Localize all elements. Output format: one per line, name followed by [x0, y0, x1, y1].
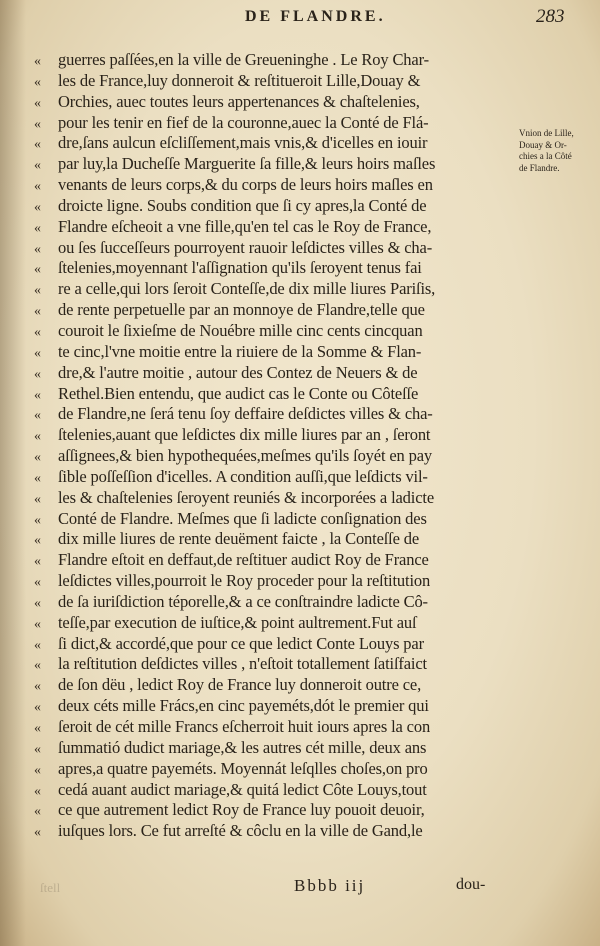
page-footer	[0, 876, 600, 906]
line-text: dre,& l'autre moitie , autour des Contez de Neuers & de	[58, 362, 418, 382]
page-header	[0, 4, 600, 38]
line-text: de Flandre,ne ſerá tenu ſoy deffaire deſdictes villes & cha-	[58, 404, 433, 424]
text-line	[34, 71, 518, 92]
quotation-mark: «	[34, 220, 41, 236]
line-text: Conté de Flandre. Meſmes que ſi ladicte conſignation des	[58, 508, 427, 528]
quotation-mark: «	[34, 429, 41, 445]
text-line	[34, 133, 518, 154]
line-text: dix mille liures de rente deuëment faicte , la Conteſſe de	[58, 529, 420, 549]
line-text: Flandre eſtoit en deffaut,de reſtituer audict Roy de France	[58, 550, 429, 570]
text-line	[34, 529, 518, 550]
line-text: te cinc,l'vne moitie entre la riuiere de la Somme & Flan-	[58, 341, 422, 361]
line-text: iuſques lors. Ce fut arreſté & côclu en la ville de Gand,le	[58, 821, 423, 841]
signature-mark: Bbbb iij	[294, 876, 366, 895]
quotation-mark: «	[34, 262, 41, 278]
text-line	[34, 446, 518, 467]
line-text: Flandre eſcheoit a vne fille,qu'en tel cas le Roy de France,	[58, 216, 432, 236]
quotation-mark: «	[34, 825, 41, 841]
text-line	[34, 363, 518, 384]
quotation-mark: «	[34, 470, 41, 486]
line-text: la reſtitution deſdictes villes , n'eſtoit totallement ſatiſfaict	[58, 654, 427, 674]
quotation-mark: «	[34, 241, 41, 257]
text-line	[34, 759, 518, 780]
text-line	[34, 696, 518, 717]
line-text: ſeroit de cét mille Francs eſcherroit huit iours apres la con	[58, 717, 431, 736]
quotation-mark: «	[34, 700, 41, 716]
body-text	[34, 50, 518, 842]
marginal-note-line: de Flandre.	[519, 162, 560, 173]
line-text: ſtelenies,moyennant l'aſſignation qu'ils ſeroyent tenus fai	[58, 258, 422, 278]
quotation-mark: «	[34, 741, 41, 757]
quotation-mark: «	[34, 533, 41, 549]
marginal-note-line: Vnion de Lille,	[519, 128, 574, 138]
quotation-mark: «	[34, 95, 41, 111]
line-text: aſſignees,& bien hypothequées,meſmes qu'ils ſoyét en pay	[58, 446, 432, 466]
catchword: dou-	[456, 876, 486, 893]
text-line	[34, 238, 518, 259]
gutter-shadow	[0, 0, 26, 946]
line-text: re a celle,qui lors ſeroit Conteſſe,de dix mille liures Pariſis,	[58, 279, 436, 299]
quotation-mark: «	[34, 637, 41, 653]
quotation-mark: «	[34, 54, 41, 69]
quotation-mark: «	[34, 679, 41, 695]
quotation-mark: «	[34, 658, 41, 674]
line-text: guerres paſſées,en la ville de Greueninghe . Le Roy Char-	[58, 50, 429, 69]
line-text: de ſa iuriſdiction téporelle,& a ce conſtraindre ladicte Cô-	[58, 591, 428, 611]
marginal-note-line: Douay & Or-	[519, 139, 567, 150]
text-line	[34, 404, 518, 425]
line-text: de rente perpetuelle par an monnoye de Flandre,telle que	[58, 300, 425, 320]
text-line	[34, 571, 518, 592]
text-line	[34, 550, 518, 571]
text-line	[34, 154, 518, 175]
quotation-mark: «	[34, 324, 41, 340]
line-text: ce que autrement ledict Roy de France luy pouoit deuoir,	[58, 800, 425, 820]
text-line	[34, 738, 518, 759]
line-text: couroit le ſixieſme de Nouébre mille cinc cents cincquan	[58, 320, 423, 340]
quotation-mark: «	[34, 554, 41, 570]
quotation-mark: «	[34, 804, 41, 820]
quotation-mark: «	[34, 616, 41, 632]
text-line	[34, 634, 518, 655]
line-text: Rethel.Bien entendu, que audict cas le Conte ou Côteſſe	[58, 383, 419, 403]
quotation-mark: «	[34, 345, 41, 361]
quotation-mark: «	[34, 512, 41, 528]
quotation-mark: «	[34, 721, 41, 736]
text-line	[34, 50, 518, 71]
text-line	[34, 384, 518, 405]
line-text: les & chaſtelenies ſeroyent reuniés & incorporées a ladicte	[58, 487, 434, 507]
line-text: ſummatió dudict mariage,& les autres cét mille, deux ans	[58, 737, 427, 757]
text-line	[34, 113, 518, 134]
text-line	[34, 342, 518, 363]
line-text: Orchies, auec toutes leurs appertenances & chaſtelenies,	[58, 91, 420, 111]
running-head: DE FLANDRE.	[245, 8, 386, 25]
line-text: teſſe,par execution de iuſtice,& point aultrement.Fut auſ	[58, 612, 417, 632]
text-line	[34, 467, 518, 488]
line-text: par luy,la Ducheſſe Marguerite ſa fille,& leurs hoirs maſles	[58, 154, 436, 174]
line-text: ſible poſſeſſion d'icelles. A condition auſſi,que leſdicts vil-	[58, 466, 428, 486]
line-text: ou ſes ſucceſſeurs pourroyent rauoir leſdictes villes & cha-	[58, 237, 433, 257]
quotation-mark: «	[34, 450, 41, 466]
quotation-mark: «	[34, 199, 41, 215]
line-text: les de France,luy donneroit & reſtitueroit Lille,Douay &	[58, 70, 421, 90]
line-text: droicte ligne. Soubs condition que ſi cy apres,la Conté de	[58, 195, 427, 215]
text-line	[34, 800, 518, 821]
quotation-mark: «	[34, 283, 41, 299]
text-line	[34, 675, 518, 696]
quotation-mark: «	[34, 304, 41, 320]
text-line	[34, 488, 518, 509]
text-line	[34, 509, 518, 530]
line-text: cedá auant audict mariage,& quitá ledict Côte Louys,tout	[58, 779, 427, 799]
text-line	[34, 613, 518, 634]
quotation-mark: «	[34, 575, 41, 591]
text-line	[34, 717, 518, 738]
text-line	[34, 780, 518, 801]
faded-bleedthrough-text: ſtell	[40, 880, 61, 895]
text-line	[34, 425, 518, 446]
quotation-mark: «	[34, 783, 41, 799]
quotation-mark: «	[34, 491, 41, 507]
text-line	[34, 279, 518, 300]
quotation-mark: «	[34, 158, 41, 174]
text-line	[34, 92, 518, 113]
text-line	[34, 592, 518, 613]
text-line	[34, 654, 518, 675]
quotation-mark: «	[34, 595, 41, 611]
quotation-mark: «	[34, 408, 41, 424]
quotation-mark: «	[34, 74, 41, 90]
text-line	[34, 321, 518, 342]
text-line	[34, 175, 518, 196]
marginal-note	[519, 128, 597, 174]
text-line	[34, 217, 518, 238]
quotation-mark: «	[34, 387, 41, 403]
line-text: venants de leurs corps,& du corps de leurs hoirs maſles en	[58, 175, 433, 195]
line-text: apres,a quatre payeméts. Moyennát leſqlles choſes,on pro	[58, 758, 428, 778]
quotation-mark: «	[34, 762, 41, 778]
text-line	[34, 821, 518, 842]
quotation-mark: «	[34, 179, 41, 195]
text-line	[34, 258, 518, 279]
page-number: 283	[536, 6, 565, 27]
line-text: leſdictes villes,pourroit le Roy proceder pour la reſtitution	[58, 571, 431, 591]
line-text: pour les tenir en fief de la couronne,auec la Conté de Flá-	[58, 112, 429, 132]
line-text: dre,ſans aulcun eſcliſſement,mais vnis,& d'icelles en iouir	[58, 133, 428, 153]
text-line	[34, 196, 518, 217]
quotation-mark: «	[34, 366, 41, 382]
quotation-mark: «	[34, 137, 41, 153]
text-line	[34, 300, 518, 321]
quotation-mark: «	[34, 116, 41, 132]
line-text: deux céts mille Frács,en cinc payeméts,dót le premier qui	[58, 696, 429, 716]
line-text: de ſon dëu , ledict Roy de France luy donneroit outre ce,	[58, 675, 422, 695]
line-text: ſtelenies,auant que leſdictes dix mille liures par an , ſeront	[58, 425, 431, 445]
marginal-note-line: chies a la Côté	[519, 151, 572, 161]
line-text: ſi dict,& accordé,que pour ce que ledict Conte Louys par	[58, 633, 424, 653]
